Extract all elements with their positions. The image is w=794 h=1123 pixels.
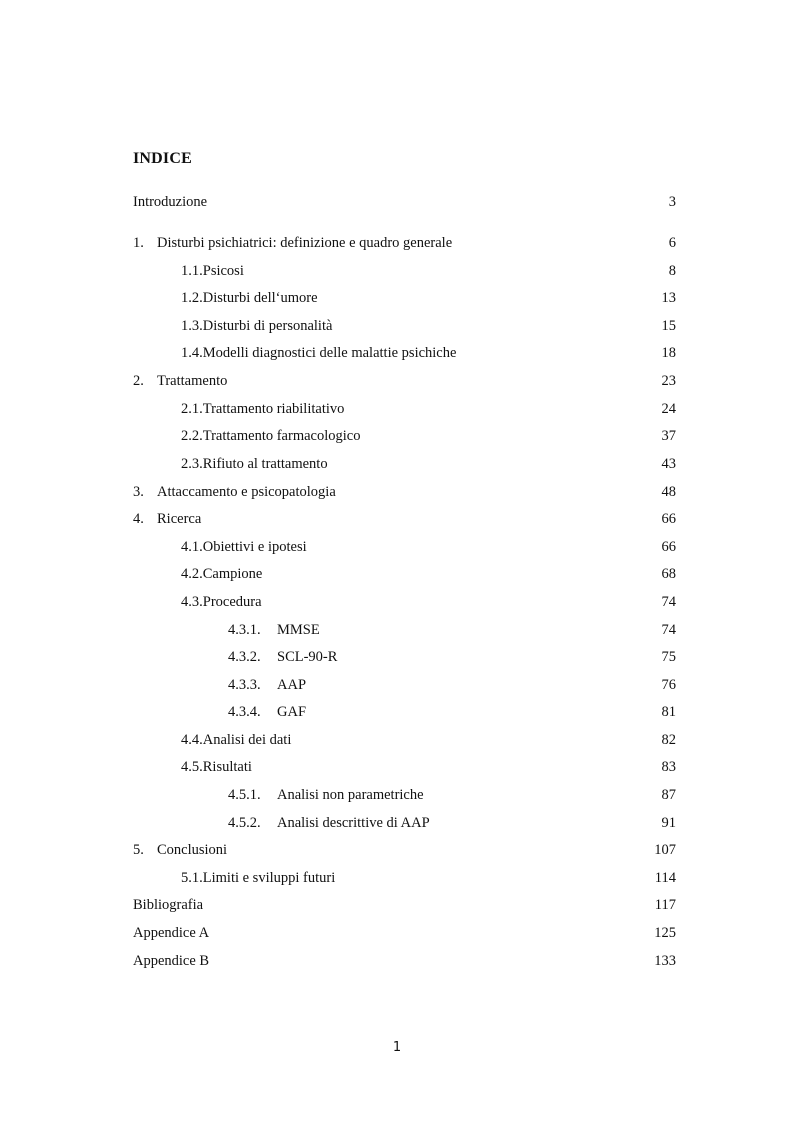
toc-entry bbox=[133, 620, 676, 640]
toc-entry-page: 76 bbox=[661, 677, 676, 693]
toc-entry bbox=[133, 426, 676, 446]
toc-entry-page: 24 bbox=[661, 401, 676, 417]
toc-entry bbox=[133, 951, 676, 971]
toc-entry bbox=[133, 840, 676, 860]
toc-entry-text: GAF bbox=[277, 704, 307, 720]
toc-entry-page: 81 bbox=[661, 704, 676, 720]
toc-entry-text: Attaccamento e psicopatologia bbox=[157, 484, 336, 500]
toc-entry-number: 4.1. bbox=[181, 539, 203, 555]
toc-entry-page: 18 bbox=[661, 345, 676, 361]
toc-entry bbox=[133, 233, 676, 253]
toc-entry-page: 66 bbox=[661, 539, 676, 555]
toc-entry bbox=[133, 482, 676, 502]
toc-entry-text: Ricerca bbox=[157, 511, 202, 527]
toc-entry-label bbox=[181, 757, 252, 777]
toc-entry-page: 133 bbox=[654, 953, 676, 969]
toc-title: INDICE bbox=[133, 150, 192, 167]
toc-entry-page: 87 bbox=[661, 787, 676, 803]
toc-entry-number: 4.3.1. bbox=[228, 622, 261, 638]
toc-entry-text: Disturbi dell‘umore bbox=[202, 290, 318, 306]
toc-entry-page: 75 bbox=[661, 649, 676, 665]
toc-entry-number: 4.5.1. bbox=[228, 787, 261, 803]
toc-entry-text: Risultati bbox=[202, 759, 252, 775]
toc-entry bbox=[133, 923, 676, 943]
page-number: 1 bbox=[392, 1040, 402, 1055]
toc-entry-text: Trattamento riabilitativo bbox=[202, 401, 345, 417]
toc-entry bbox=[133, 647, 676, 667]
toc-entry-text: Limiti e sviluppi futuri bbox=[202, 870, 336, 886]
toc-entry-page: 74 bbox=[661, 594, 676, 610]
toc-entry-number: 4.5.2. bbox=[228, 815, 261, 831]
toc-entry-text: Disturbi psichiatrici: definizione e quadro generale bbox=[157, 235, 453, 251]
toc-entry-label bbox=[181, 316, 332, 336]
toc-entry-page: 114 bbox=[654, 870, 676, 886]
toc-entry bbox=[133, 454, 676, 474]
toc-entry bbox=[133, 564, 676, 584]
toc-entry-number: 2.2. bbox=[181, 428, 203, 444]
toc-entry bbox=[133, 868, 676, 888]
toc-entry bbox=[133, 371, 676, 391]
toc-entry-number: 2.3. bbox=[181, 456, 203, 472]
toc-entry-number: 4.3. bbox=[181, 594, 203, 610]
toc-entry-label bbox=[181, 343, 456, 363]
toc-entry-label bbox=[181, 868, 335, 888]
toc-entry-number: 1.1. bbox=[181, 263, 203, 279]
toc-entry-text: MMSE bbox=[277, 622, 320, 638]
toc-entry-label bbox=[181, 426, 360, 446]
toc-entry-label bbox=[181, 399, 344, 419]
toc-entry-page: 23 bbox=[661, 373, 676, 389]
toc-entry bbox=[133, 509, 676, 529]
toc-entry-number: 4.2. bbox=[181, 566, 203, 582]
toc-entry-page: 82 bbox=[661, 732, 676, 748]
toc-entry-label bbox=[181, 288, 318, 308]
toc-entry-page: 66 bbox=[661, 511, 676, 527]
toc-entry-number: 5. bbox=[133, 842, 144, 858]
toc-entry-number: 2.1. bbox=[181, 401, 203, 417]
toc-entry-text: Analisi dei dati bbox=[202, 732, 292, 748]
toc-entry-label bbox=[181, 261, 244, 281]
toc-entry-label bbox=[181, 564, 262, 584]
toc-entry-text: Conclusioni bbox=[157, 842, 228, 858]
toc-entry-text: Campione bbox=[202, 566, 263, 582]
toc-entry-text: Analisi descrittive di AAP bbox=[277, 815, 430, 831]
toc-entry-page: 107 bbox=[654, 842, 676, 858]
toc-entry bbox=[133, 730, 676, 750]
toc-entry-text: Rifiuto al trattamento bbox=[202, 456, 328, 472]
toc-entry bbox=[133, 343, 676, 363]
toc-entry-number: 4.3.3. bbox=[228, 677, 261, 693]
toc-entry-number: 5.1. bbox=[181, 870, 203, 886]
toc-entry-text: Obiettivi e ipotesi bbox=[202, 539, 307, 555]
toc-entry-text: Trattamento farmacologico bbox=[202, 428, 361, 444]
toc-entry-page: 43 bbox=[661, 456, 676, 472]
toc-entry-label bbox=[181, 592, 262, 612]
toc-entry-page: 117 bbox=[654, 897, 676, 913]
toc-entry bbox=[133, 537, 676, 557]
toc-entry-page: 74 bbox=[661, 622, 676, 638]
toc-entry-page: 37 bbox=[661, 428, 676, 444]
toc-entry-text: Bibliografia bbox=[133, 897, 204, 913]
toc-entry-page: 15 bbox=[661, 318, 676, 334]
toc-entry-number: 4.4. bbox=[181, 732, 203, 748]
toc-entry-text: Psicosi bbox=[202, 263, 244, 279]
toc-entry-number: 4.5. bbox=[181, 759, 203, 775]
toc-entry bbox=[133, 261, 676, 281]
toc-entry bbox=[133, 895, 676, 915]
toc-entry-text: Introduzione bbox=[133, 194, 208, 210]
toc-entry-number: 1.4. bbox=[181, 345, 203, 361]
toc-entry-text: Appendice B bbox=[133, 953, 210, 969]
toc-entry-label bbox=[181, 537, 307, 557]
toc-entry-page: 125 bbox=[654, 925, 676, 941]
toc-entry-page: 8 bbox=[668, 263, 676, 279]
toc-entry-text: AAP bbox=[277, 677, 307, 693]
toc-entry-text: Analisi non parametriche bbox=[277, 787, 424, 803]
toc-entry-text: Trattamento bbox=[157, 373, 228, 389]
toc-entry-page: 91 bbox=[661, 815, 676, 831]
toc-entry-text: SCL-90-R bbox=[277, 649, 338, 665]
toc-entry-page: 13 bbox=[661, 290, 676, 306]
toc-entry bbox=[133, 316, 676, 336]
toc-entry-label bbox=[181, 454, 328, 474]
toc-entry bbox=[133, 702, 676, 722]
toc-entry bbox=[133, 288, 676, 308]
toc-entry-label bbox=[181, 730, 291, 750]
toc-entry-number: 4. bbox=[133, 511, 144, 527]
toc-entry bbox=[133, 813, 676, 833]
toc-entry-page: 83 bbox=[661, 759, 676, 775]
toc-entry-number: 2. bbox=[133, 373, 144, 389]
toc-entry bbox=[133, 757, 676, 777]
toc-entry-page: 6 bbox=[668, 235, 676, 251]
toc-entry-number: 3. bbox=[133, 484, 144, 500]
toc-entry-number: 4.3.4. bbox=[228, 704, 261, 720]
toc-entry bbox=[133, 399, 676, 419]
toc-entry bbox=[133, 192, 676, 212]
toc-entry-text: Modelli diagnostici delle malattie psichiche bbox=[202, 345, 457, 361]
toc-entry-text: Procedura bbox=[202, 594, 262, 610]
toc-entry-text: Appendice A bbox=[133, 925, 210, 941]
toc-entry bbox=[133, 785, 676, 805]
toc-entry-number: 1.2. bbox=[181, 290, 203, 306]
toc-entry-number: 1. bbox=[133, 235, 144, 251]
toc-entry-page: 48 bbox=[661, 484, 676, 500]
toc-entry-page: 3 bbox=[668, 194, 676, 210]
toc-entry-text: Disturbi di personalità bbox=[202, 318, 333, 334]
toc-entry bbox=[133, 675, 676, 695]
toc-entry-number: 4.3.2. bbox=[228, 649, 261, 665]
toc-entry bbox=[133, 592, 676, 612]
toc-entry-number: 1.3. bbox=[181, 318, 203, 334]
toc-entry-page: 68 bbox=[661, 566, 676, 582]
